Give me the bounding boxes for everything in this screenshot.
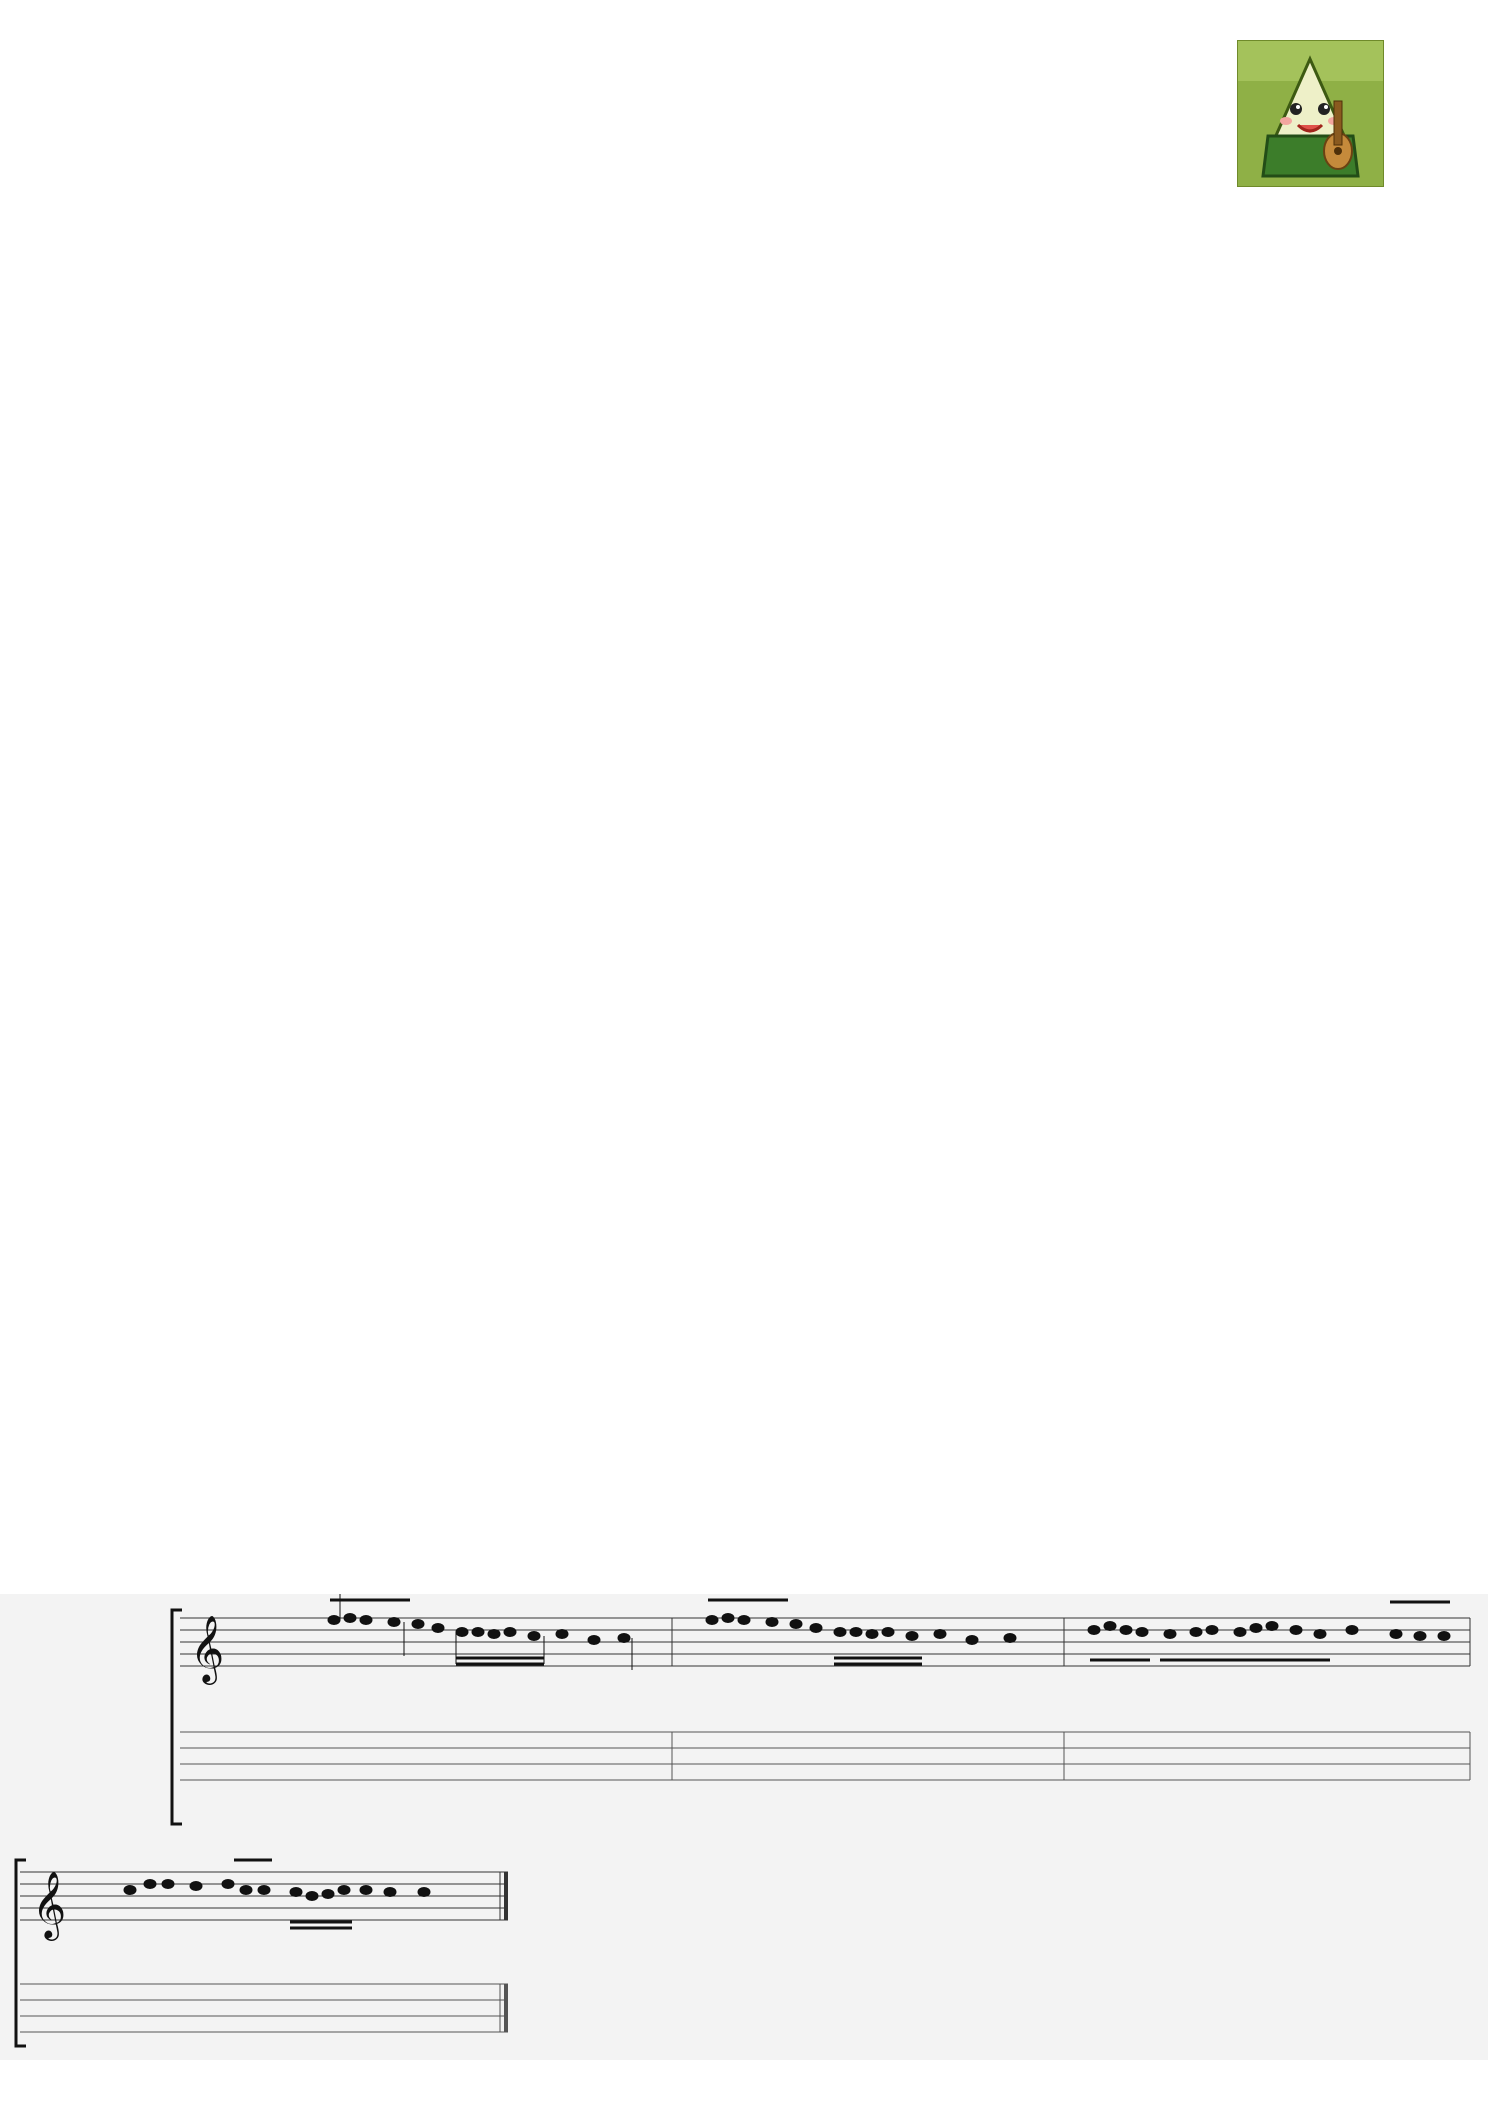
notation-panel xyxy=(0,1594,1488,2060)
notes-measure-3 xyxy=(1088,1602,1450,1660)
notes-measure-1 xyxy=(328,1594,632,1670)
staff-and-tab xyxy=(0,1594,1488,2060)
system-bracket-2 xyxy=(16,1860,26,2046)
treble-clef-icon: 𝄞 xyxy=(190,1614,225,1682)
notes-measure-4 xyxy=(124,1860,430,1928)
mascot-illustration-icon xyxy=(1238,41,1383,186)
tab-lines-2 xyxy=(20,1984,508,2032)
treble-clef-icon: 𝄞 xyxy=(32,1870,67,1938)
tab-lines xyxy=(180,1732,1470,1780)
mascot-logo xyxy=(1237,40,1384,187)
staff-lines-2 xyxy=(20,1872,508,1920)
